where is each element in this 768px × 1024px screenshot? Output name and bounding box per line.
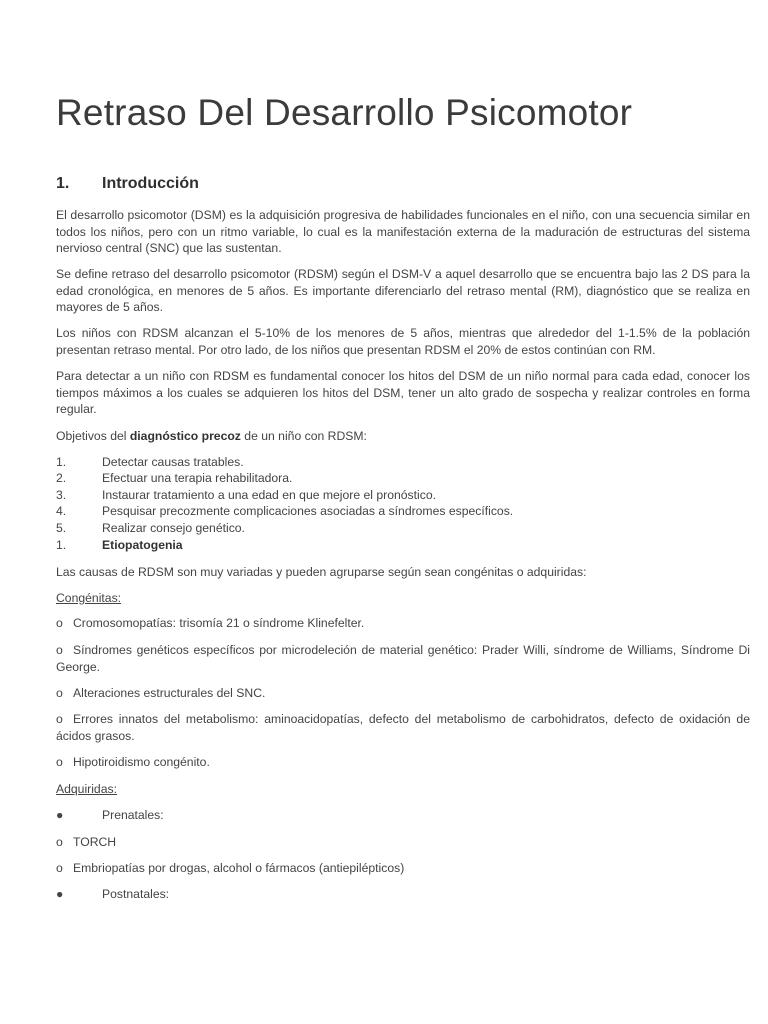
list-item: ● Prenatales: [56, 808, 164, 822]
section-heading-introduccion [56, 175, 199, 193]
bullet-icon: o [56, 643, 63, 657]
bullet-icon: o [56, 712, 63, 726]
list-item: o TORCH [56, 835, 117, 849]
list-item: o Errores innatos del metabolismo: aminoacidopatías, defecto del metabolismo de carbohidratos, defecto de oxidación de ácidos grasos. [56, 712, 750, 743]
objectives-bold: diagnóstico precoz [129, 429, 241, 443]
list-item: 2. Efectuar una terapia rehabilitadora. [56, 471, 293, 485]
document-title: Retraso Del Desarrollo Psicomotor [56, 92, 633, 133]
list-item: o Embriopatías por drogas, alcohol o fármacos (antiepilépticos) [56, 861, 405, 875]
section-number: 1. [56, 175, 70, 192]
list-item: o Alteraciones estructurales del SNC. [56, 686, 266, 700]
bullet-icon: o [56, 686, 63, 700]
list-item: 3. Instaurar tratamiento a una edad en que mejore el pronóstico. [56, 488, 437, 502]
bullet-dot-icon: ● [56, 808, 64, 822]
paragraph-detection: Para detectar a un niño con RDSM es fundamental conocer los hitos del DSM de un niño normal para cada edad, conocer los tiempos máximos a los cuales se adquieren los hitos del DSM, tener un alto grado de sospecha y realizar controles en forma regular. [56, 369, 750, 416]
paragraph-prevalence: Los niños con RDSM alcanzan el 5-10% de los menores de 5 años, mientras que alrededor del 1-1.5% de la población presentan retraso mental. Por otro lado, de los niños que presentan RDSM el 20% de estos continúan con RM. [56, 326, 750, 357]
bullet-icon: o [56, 835, 63, 849]
list-item: 5. Realizar consejo genético. [56, 521, 245, 535]
list-item: 4. Pesquisar precozmente complicaciones asociadas a síndromes específicos. [56, 504, 514, 518]
bullet-icon: o [56, 861, 63, 875]
list-item: ● Postnatales: [56, 887, 170, 901]
bullet-icon: o [56, 755, 63, 769]
bullet-dot-icon: ● [56, 887, 64, 901]
list-item: o Cromosomopatías: trisomía 21 o síndrome Klinefelter. [56, 616, 365, 630]
adquiridas-label: Adquiridas: [56, 782, 117, 796]
list-item: 1. Detectar causas tratables. [56, 455, 244, 469]
section-heading-etiopatogenia: 1. Etiopatogenia [56, 538, 183, 552]
bullet-icon: o [56, 616, 63, 630]
list-item: o Síndromes genéticos específicos por microdeleción de material genético: Prader Willi, síndrome de Williams, Síndrome Di George. [56, 643, 750, 674]
list-item: o Hipotiroidismo congénito. [56, 755, 210, 769]
paragraph-dsm-definition: El desarrollo psicomotor (DSM) es la adquisición progresiva de habilidades funcionales en el niño, con una secuencia similar en todos los niños, pero con un ritmo variable, lo cual es la manifestación externa de la maduración de estructuras del sistema nervioso central (SNC) que las sustentan. [56, 208, 750, 255]
paragraph-rdsm-definition: Se define retraso del desarrollo psicomotor (RDSM) según el DSM-V a aquel desarrollo que se encuentra bajo las 2 DS para la edad cronológica, en menores de 5 años. Es importante diferenciarlo del retraso mental (RM), diagnóstico que se realiza en mayores de 5 años. [56, 267, 750, 314]
congenitas-label: Congénitas: [56, 591, 122, 605]
section-label: Introducción [102, 175, 199, 192]
causes-intro: Las causas de RDSM son muy variadas y pueden agruparse según sean congénitas o adquiridas: [56, 565, 587, 579]
objectives-intro: Objetivos del diagnóstico precoz de un niño con RDSM: [56, 429, 367, 443]
